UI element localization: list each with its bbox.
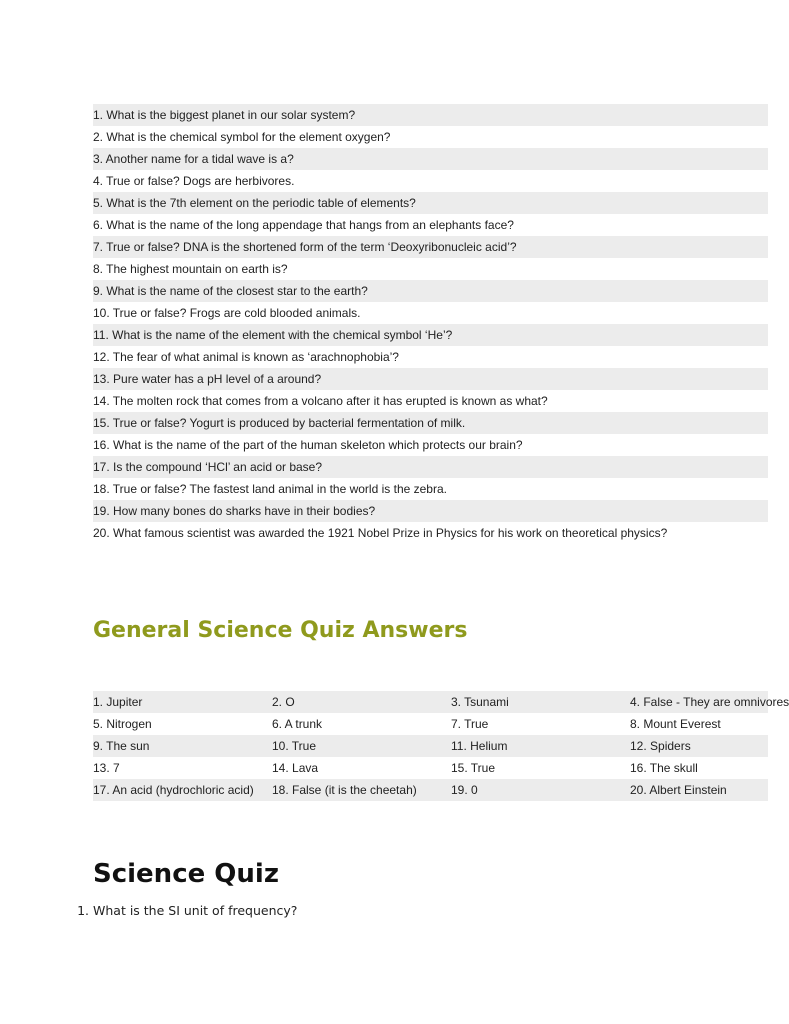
question-row: 4. True or false? Dogs are herbivores. — [93, 174, 295, 188]
answer-cell: 6. A trunk — [272, 717, 323, 731]
question-row: 5. What is the 7th element on the periodic table of elements? — [93, 192, 768, 214]
answer-cell: 4. False - They are omnivores — [630, 695, 789, 709]
answer-cell: 18. False (it is the cheetah) — [272, 783, 417, 797]
question-row: 16. What is the name of the part of the human skeleton which protects our brain? — [93, 438, 523, 452]
question-row: 15. True or false? Yogurt is produced by bacterial fermentation of milk. — [93, 412, 768, 434]
quiz-item-number: 1. — [77, 903, 89, 918]
question-row: 20. What famous scientist was awarded the 1921 Nobel Prize in Physics for his work on theoretical physics? — [93, 526, 668, 540]
answer-cell: 8. Mount Everest — [630, 717, 721, 731]
question-row: 8. The highest mountain on earth is? — [93, 262, 288, 276]
quiz-item-text: What is the SI unit of frequency? — [93, 903, 298, 918]
science-quiz-heading: Science Quiz — [93, 859, 279, 889]
answers-row — [93, 691, 789, 713]
question-row: 2. What is the chemical symbol for the element oxygen? — [93, 130, 391, 144]
question-row: 19. How many bones do sharks have in their bodies? — [93, 500, 768, 522]
questions-list — [93, 104, 768, 544]
answer-cell: 20. Albert Einstein — [630, 783, 727, 797]
question-row: 7. True or false? DNA is the shortened form of the term ‘Deoxyribonucleic acid’? — [93, 236, 768, 258]
science-quiz-list — [77, 900, 298, 922]
question-row: 9. What is the name of the closest star to the earth? — [93, 280, 768, 302]
question-row: 13. Pure water has a pH level of a around? — [93, 368, 768, 390]
question-row: 11. What is the name of the element with the chemical symbol ‘He’? — [93, 324, 768, 346]
answer-cell: 3. Tsunami — [451, 695, 509, 709]
answer-cell: 10. True — [272, 739, 317, 753]
answer-cell: 14. Lava — [272, 761, 319, 775]
answers-row — [93, 735, 768, 757]
answers-table — [93, 691, 789, 801]
answer-cell: 16. The skull — [630, 761, 698, 775]
question-row: 17. Is the compound ‘HCl’ an acid or base? — [93, 456, 768, 478]
question-row: 12. The fear of what animal is known as ‘arachnophobia’? — [93, 350, 399, 364]
question-row: 3. Another name for a tidal wave is a? — [93, 148, 768, 170]
answer-cell: 5. Nitrogen — [93, 717, 152, 731]
answer-cell: 12. Spiders — [630, 739, 691, 753]
question-row: 18. True or false? The fastest land animal in the world is the zebra. — [93, 482, 447, 496]
answer-cell: 1. Jupiter — [93, 695, 143, 709]
answers-row — [93, 779, 768, 801]
question-row: 14. The molten rock that comes from a volcano after it has erupted is known as what? — [93, 394, 548, 408]
question-row: 10. True or false? Frogs are cold blooded animals. — [93, 306, 361, 320]
answer-cell: 7. True — [451, 717, 489, 731]
answer-cell: 9. The sun — [93, 739, 150, 753]
answer-cell: 17. An acid (hydrochloric acid) — [93, 783, 254, 797]
answer-cell: 11. Helium — [451, 739, 508, 753]
answer-cell: 15. True — [451, 761, 496, 775]
answers-row — [93, 713, 768, 735]
question-row: 1. What is the biggest planet in our solar system? — [93, 104, 768, 126]
answer-cell: 2. O — [272, 695, 295, 709]
answer-cell: 13. 7 — [93, 761, 120, 775]
answers-heading: General Science Quiz Answers — [93, 618, 468, 643]
question-row: 6. What is the name of the long appendage that hangs from an elephants face? — [93, 218, 514, 232]
quiz-item — [77, 900, 298, 922]
answers-row — [93, 757, 768, 779]
answer-cell: 19. 0 — [451, 783, 478, 797]
